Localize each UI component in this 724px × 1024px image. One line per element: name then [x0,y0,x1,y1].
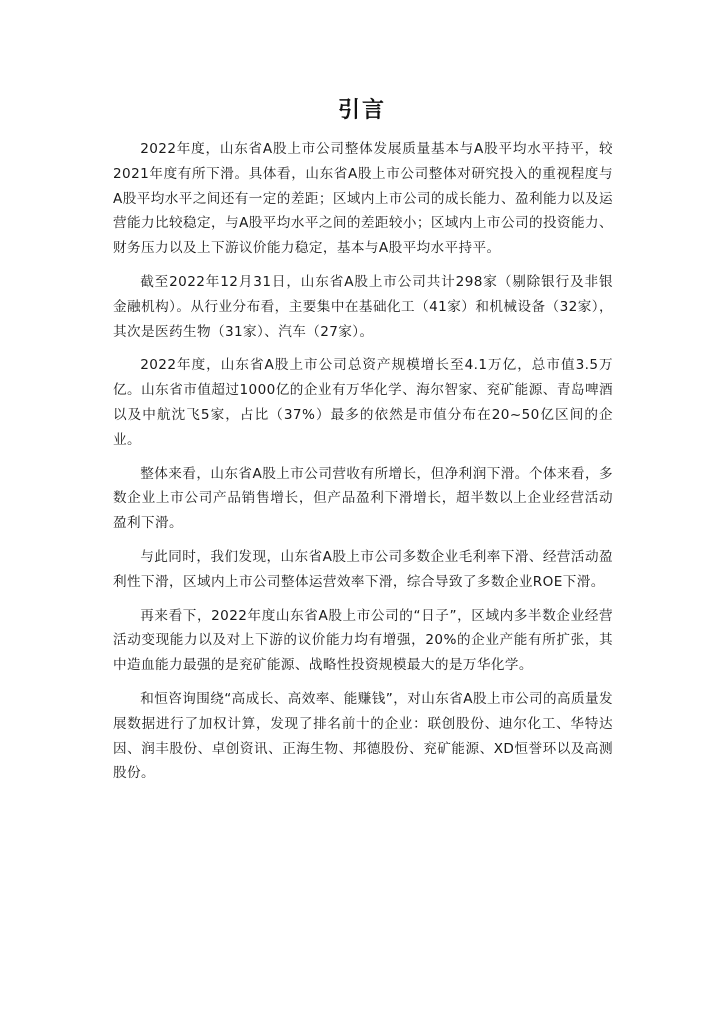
paragraph-roe: 与此同时，我们发现，山东省A股上市公司多数企业毛利率下滑、经营活动盈利性下滑，区域内上市公司整体运营效率下滑，综合导致了多数企业ROE下滑。 [113,548,613,590]
paragraph-revenue-profit: 整体来看，山东省A股上市公司营收有所增长，但净利润下滑。个体来看，多数企业上市公司产品销售增长，但产品盈利下滑增长，超半数以上企业经营活动盈利下滑。 [113,465,613,532]
body-text [113,137,613,795]
paragraph-assets-market-cap: 2022年度，山东省A股上市公司总资产规模增长至4.1万亿，总市值3.5万亿。山东省市值超过1000亿的企业有万华化学、海尔智家、兖矿能源、青岛啤酒以及中航沈飞5家，占比（37%）最多的依然是市值分布在20~50亿区间的企业。 [113,357,613,448]
paragraph-operations: 再来看下，2022年度山东省A股上市公司的“日子”，区域内多半数企业经营活动变现能力以及对上下游的议价能力均有增强，20%的企业产能有所扩张，其中造血能力最强的是兖矿能源、战略性投资规模最大的是万华化学。 [113,607,613,674]
paragraph-company-count: 截至2022年12月31日，山东省A股上市公司共计298家（剔除银行及非银金融机构）。从行业分布看，主要集中在基础化工（41家）和机械设备（32家），其次是医药生物（31家）、汽车（27家）。 [113,273,613,340]
paragraph-top-ten: 和恒咨询围绕“高成长、高效率、能赚钱”，对山东省A股上市公司的高质量发展数据进行了加权计算，发现了排名前十的企业：联创股份、迪尔化工、华特达因、润丰股份、卓创资讯、正海生物、邦德股份、兖矿能源、XD恒誉环以及高测股份。 [113,690,613,782]
page-title: 引言 [337,98,386,123]
paragraph-overview: 2022年度，山东省A股上市公司整体发展质量基本与A股平均水平持平，较2021年度有所下滑。具体看，山东省A股上市公司整体对研究投入的重视程度与A股平均水平之间还有一定的差距；区域内上市公司的成长能力、盈利能力以及运营能力比较稳定，与A股平均水平之间的差距较小；区域内上市公司的投资能力、财务压力以及上下游议价能力稳定，基本与A股平均水平持平。 [113,141,613,257]
